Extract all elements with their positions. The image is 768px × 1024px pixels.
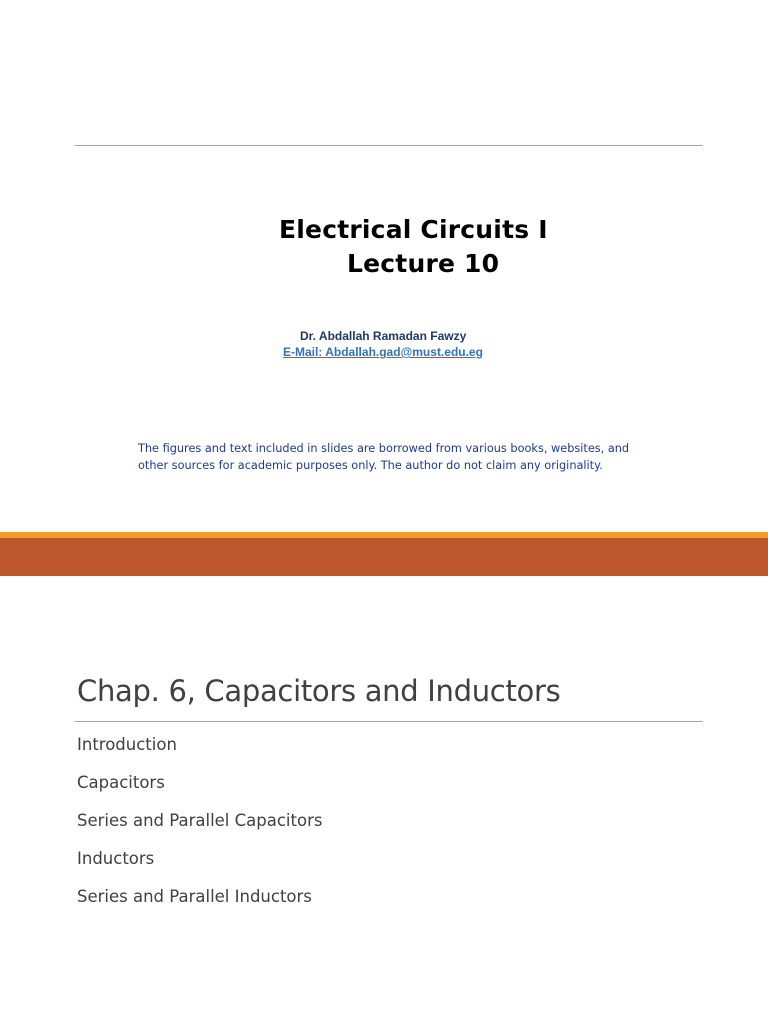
title-slide-divider bbox=[75, 145, 703, 146]
slide-separator-band bbox=[0, 538, 768, 576]
author-name: Dr. Abdallah Ramadan Fawzy bbox=[300, 329, 467, 343]
chapter-title: Chap. 6, Capacitors and Inductors bbox=[77, 674, 561, 708]
topic-item: Capacitors bbox=[77, 773, 165, 792]
topic-list bbox=[77, 733, 322, 923]
contents-slide bbox=[0, 576, 768, 1024]
author-email-link[interactable]: E-Mail: Abdallah.gad@must.edu.eg bbox=[283, 345, 483, 359]
disclaimer-text: The figures and text included in slides are borrowed from various books, websites, and other sources for academic purposes only. The author do not claim any originality. bbox=[138, 442, 630, 472]
course-title: Electrical Circuits I bbox=[279, 215, 548, 244]
chapter-title-underline bbox=[75, 721, 703, 722]
topic-item: Series and Parallel Capacitors bbox=[77, 811, 323, 830]
topic-item: Inductors bbox=[77, 849, 155, 868]
topic-item: Introduction bbox=[77, 735, 177, 754]
topic-item: Series and Parallel Inductors bbox=[77, 887, 312, 906]
lecture-number: Lecture 10 bbox=[347, 249, 500, 278]
